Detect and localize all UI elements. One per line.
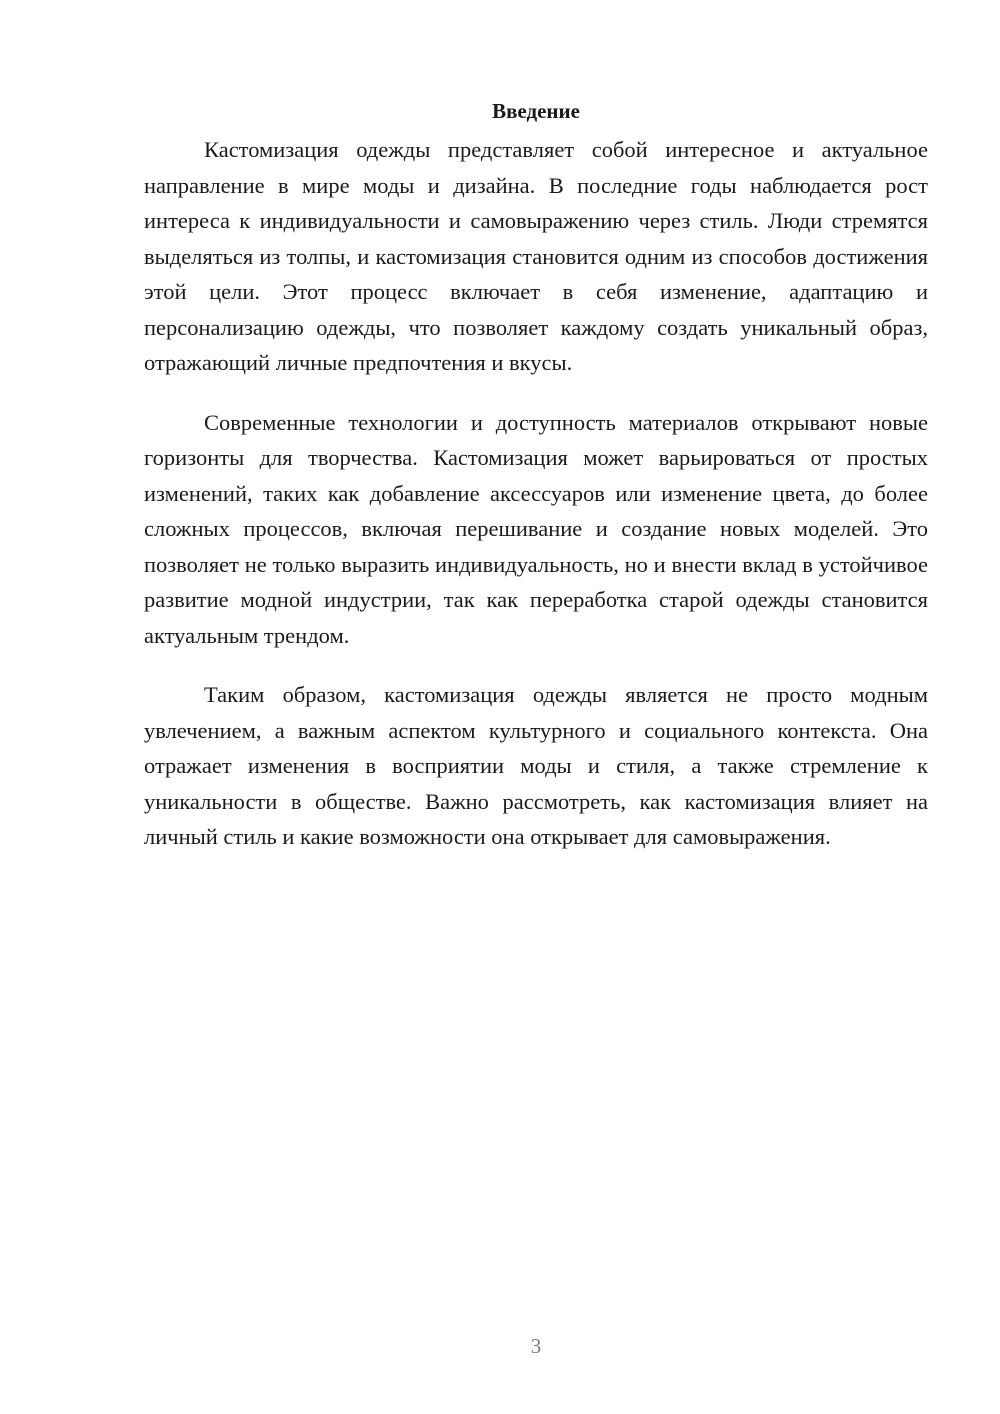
section-title: Введение bbox=[492, 99, 580, 123]
paragraph-2: Современные технологии и доступность материалов открывают новые горизонты для творчества. Кастомизация может варьироваться от простых изменений, таких как добавление аксессуаров или изменение цвета, до более сложных процессов, включая перешивание и создание новых моделей. Это позволяет не только выразить индивидуальность, но и внести вклад в устойчивое развитие модной индустрии, так как переработка старой одежды становится актуальным трендом. bbox=[144, 409, 928, 648]
paragraph-1: Кастомизация одежды представляет собой интересное и актуальное направление в мире моды и дизайна. В последние годы наблюдается рост интереса к индивидуальности и самовыражению через стиль. Люди стремятся выделяться из толпы, и кастомизация становится одним из способов достижения этой цели. Этот процесс включает в себя изменение, адаптацию и персонализацию одежды, что позволяет каждому создать уникальный образ, отражающий личные предпочтения и вкусы. bbox=[144, 137, 928, 375]
page-number: 3 bbox=[530, 1334, 542, 1358]
paragraph-3: Таким образом, кастомизация одежды является не просто модным увлечением, а важным аспектом культурного и социального контекста. Она отражает изменения в восприятии моды и стиля, а также стремление к уникальности в обществе. Важно рассмотреть, как кастомизация влияет на личный стиль и какие возможности она открывает для самовыражения. bbox=[144, 682, 928, 849]
page-content bbox=[144, 96, 928, 879]
